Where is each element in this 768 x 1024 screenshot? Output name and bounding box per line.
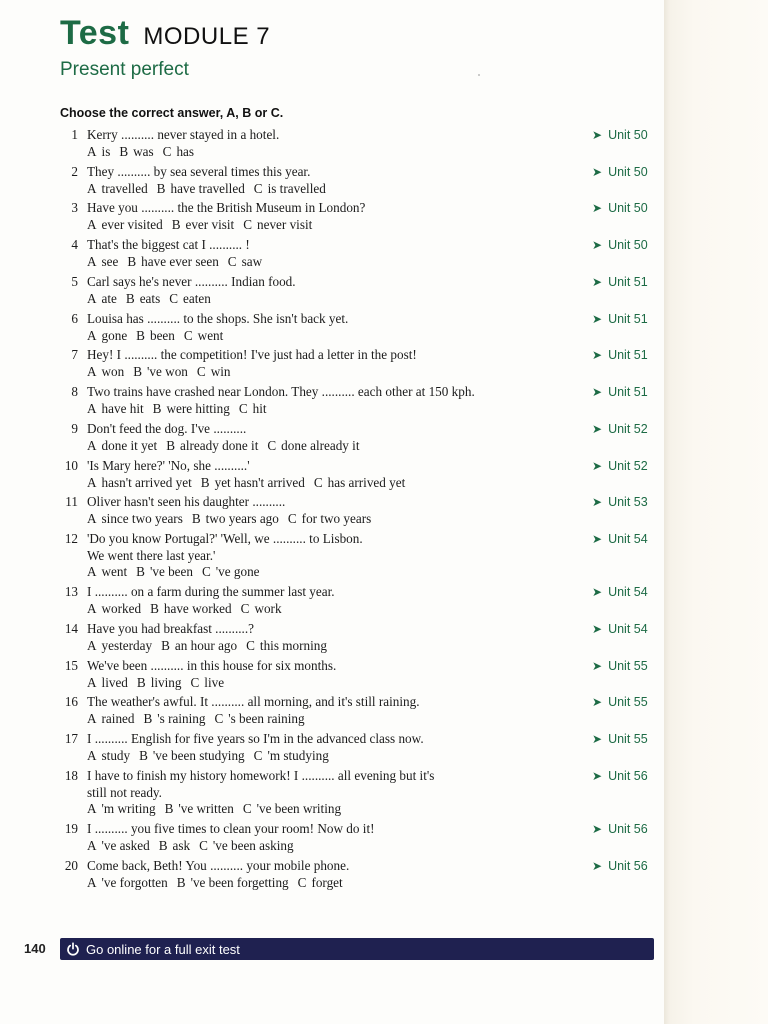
unit-reference xyxy=(592,494,648,511)
option-letter: C xyxy=(267,437,277,453)
option-text: travelled xyxy=(101,180,148,196)
unit-label: Unit 54 xyxy=(608,622,648,636)
question-number: 19 xyxy=(64,821,78,836)
option-letter: B xyxy=(143,710,153,726)
option-text: never visit xyxy=(257,216,313,232)
option-letter: B xyxy=(119,143,129,159)
answer-options xyxy=(87,291,666,308)
question-number: 1 xyxy=(71,127,78,142)
question-number: 2 xyxy=(71,164,78,179)
question-text: Louisa has .......... to the shops. She isn't back yet. xyxy=(87,311,349,326)
question-number: 14 xyxy=(64,621,78,636)
question-item xyxy=(56,311,666,344)
unit-label: Unit 50 xyxy=(608,201,648,215)
answer-options xyxy=(87,801,666,818)
option-letter: B xyxy=(156,180,166,196)
option-text: hasn't arrived yet xyxy=(101,474,192,490)
option-letter: C xyxy=(313,474,323,490)
option-text: done it yet xyxy=(101,437,158,453)
option-letter: B xyxy=(136,327,145,343)
option-text: this morning xyxy=(259,637,327,653)
option-letter: A xyxy=(87,710,97,726)
answer-options xyxy=(87,217,666,234)
option-letter: C xyxy=(190,674,200,690)
question-number: 11 xyxy=(65,494,78,509)
arrow-icon: ➤ xyxy=(592,275,603,289)
option-letter: A xyxy=(87,837,97,853)
option-letter: B xyxy=(125,290,135,306)
option-letter: A xyxy=(87,400,97,416)
unit-label: Unit 53 xyxy=(608,495,648,509)
question-number: 15 xyxy=(64,658,78,673)
option-text: 've won xyxy=(147,363,188,379)
question-text: 'Do you know Portugal?' 'Well, we .......... to Lisbon. We went there last year.' xyxy=(87,531,363,563)
unit-label: Unit 50 xyxy=(608,238,648,252)
option-letter: B xyxy=(171,216,181,232)
unit-reference xyxy=(592,584,648,601)
question-number: 4 xyxy=(71,237,78,252)
question-item xyxy=(56,164,666,197)
option-text: has xyxy=(176,143,195,159)
unit-label: Unit 55 xyxy=(608,659,648,673)
page-subtitle: Present perfect xyxy=(60,59,189,80)
question-text: I .......... English for five years so I'm in the advanced class now. xyxy=(87,731,424,746)
option-text: eats xyxy=(139,290,161,306)
question-number: 8 xyxy=(71,384,78,399)
option-text: is xyxy=(101,143,111,159)
option-letter: B xyxy=(200,474,210,490)
option-text: worked xyxy=(101,600,142,616)
answer-options xyxy=(87,364,666,381)
option-letter: B xyxy=(150,600,159,616)
option-letter: A xyxy=(87,747,97,763)
arrow-icon: ➤ xyxy=(592,769,603,783)
unit-reference xyxy=(592,731,648,748)
question-item xyxy=(56,347,666,380)
unit-reference xyxy=(592,274,648,291)
option-letter: B xyxy=(136,674,146,690)
option-letter: C xyxy=(227,253,237,269)
unit-reference xyxy=(592,421,648,438)
question-text: That's the biggest cat I .......... ! xyxy=(87,237,250,252)
option-letter: C xyxy=(287,510,297,526)
question-item xyxy=(56,200,666,233)
option-letter: A xyxy=(87,600,97,616)
option-text: have travelled xyxy=(170,180,245,196)
unit-label: Unit 52 xyxy=(608,459,648,473)
unit-reference xyxy=(592,621,648,638)
question-item xyxy=(56,621,666,654)
option-text: already done it xyxy=(180,437,259,453)
option-letter: B xyxy=(161,637,170,653)
option-letter: B xyxy=(164,801,174,816)
option-letter: B xyxy=(166,437,175,453)
answer-options xyxy=(87,144,666,161)
option-text: ask xyxy=(172,837,191,853)
unit-reference xyxy=(592,658,648,675)
question-number: 6 xyxy=(71,311,78,326)
option-text: saw xyxy=(241,253,263,269)
question-number: 20 xyxy=(64,858,78,873)
option-letter: B xyxy=(152,400,162,416)
unit-label: Unit 51 xyxy=(608,312,648,326)
unit-reference xyxy=(592,384,648,401)
option-letter: A xyxy=(87,674,97,690)
option-text: has arrived yet xyxy=(327,474,406,490)
option-text: yesterday xyxy=(101,637,153,653)
page-spine-shadow xyxy=(664,0,768,1024)
arrow-icon: ➤ xyxy=(592,659,603,673)
unit-label: Unit 56 xyxy=(608,769,648,783)
option-letter: A xyxy=(87,637,97,653)
arrow-icon: ➤ xyxy=(592,422,603,436)
page-number: 140 xyxy=(24,941,46,956)
print-speck xyxy=(478,74,480,76)
arrow-icon: ➤ xyxy=(592,348,603,362)
question-text: We've been .......... in this house for six months. xyxy=(87,658,337,673)
unit-reference xyxy=(592,858,648,875)
option-text: went xyxy=(101,564,128,579)
unit-label: Unit 55 xyxy=(608,695,648,709)
question-text: Hey! I .......... the competition! I've just had a letter in the post! xyxy=(87,347,417,362)
unit-reference xyxy=(592,347,648,364)
option-text: 's been raining xyxy=(228,710,305,726)
option-text: study xyxy=(101,747,131,763)
option-letter: A xyxy=(87,180,97,196)
option-text: went xyxy=(197,327,224,343)
option-text: 'm studying xyxy=(267,747,329,763)
option-letter: B xyxy=(158,837,168,853)
option-text: rained xyxy=(101,710,135,726)
option-text: 've been forgetting xyxy=(190,874,289,890)
online-test-text: Go online for a full exit test xyxy=(86,941,240,957)
arrow-icon: ➤ xyxy=(592,695,603,709)
arrow-icon: ➤ xyxy=(592,459,603,473)
question-number: 13 xyxy=(64,584,78,599)
unit-reference xyxy=(592,694,648,711)
question-text: Have you had breakfast ..........? xyxy=(87,621,254,636)
arrow-icon: ➤ xyxy=(592,822,603,836)
arrow-icon: ➤ xyxy=(592,495,603,509)
option-letter: C xyxy=(214,710,224,726)
question-item xyxy=(56,127,666,160)
option-letter: C xyxy=(242,801,252,816)
option-letter: C xyxy=(297,874,307,890)
answer-options xyxy=(87,638,666,655)
unit-reference xyxy=(592,531,648,548)
unit-label: Unit 50 xyxy=(608,165,648,179)
question-text: I .......... on a farm during the summer last year. xyxy=(87,584,335,599)
option-text: 've gone xyxy=(215,564,260,579)
option-letter: C xyxy=(169,290,179,306)
option-text: lived xyxy=(101,674,128,690)
arrow-icon: ➤ xyxy=(592,165,603,179)
question-number: 16 xyxy=(64,694,78,709)
option-text: 've been xyxy=(149,564,193,579)
option-letter: A xyxy=(87,874,97,890)
page-header xyxy=(60,14,270,81)
question-text: Carl says he's never .......... Indian food. xyxy=(87,274,296,289)
unit-label: Unit 54 xyxy=(608,585,648,599)
option-text: gone xyxy=(101,327,128,343)
question-item xyxy=(56,274,666,307)
power-icon xyxy=(66,942,80,956)
answer-options xyxy=(87,711,666,728)
option-text: hit xyxy=(252,400,267,416)
option-text: is travelled xyxy=(267,180,326,196)
option-letter: C xyxy=(253,747,263,763)
option-text: since two years xyxy=(101,510,183,526)
unit-reference xyxy=(592,127,648,144)
question-text: 'Is Mary here?' 'No, she ..........' xyxy=(87,458,250,473)
unit-label: Unit 51 xyxy=(608,275,648,289)
option-letter: A xyxy=(87,801,97,816)
option-letter: A xyxy=(87,437,97,453)
question-text: Have you .......... the the British Museum in London? xyxy=(87,200,366,215)
unit-label: Unit 52 xyxy=(608,422,648,436)
question-item xyxy=(56,858,666,891)
option-text: win xyxy=(210,363,231,379)
option-letter: A xyxy=(87,474,97,490)
option-letter: B xyxy=(176,874,186,890)
arrow-icon: ➤ xyxy=(592,585,603,599)
option-text: live xyxy=(204,674,225,690)
option-text: 've forgotten xyxy=(101,874,168,890)
option-letter: B xyxy=(191,510,201,526)
answer-options xyxy=(87,254,666,271)
option-text: ate xyxy=(101,290,117,306)
arrow-icon: ➤ xyxy=(592,622,603,636)
option-letter: A xyxy=(87,253,97,269)
option-letter: C xyxy=(240,600,250,616)
answer-options xyxy=(87,675,666,692)
option-letter: C xyxy=(243,216,252,232)
option-letter: A xyxy=(87,143,97,159)
answer-options xyxy=(87,838,666,855)
arrow-icon: ➤ xyxy=(592,385,603,399)
option-text: eaten xyxy=(183,290,211,306)
arrow-icon: ➤ xyxy=(592,238,603,252)
option-text: was xyxy=(133,143,154,159)
question-text: Two trains have crashed near London. They .......... each other at 150 kph. xyxy=(87,384,475,399)
answer-options xyxy=(87,601,666,618)
answer-options xyxy=(87,475,666,492)
option-text: 've asked xyxy=(101,837,150,853)
option-letter: C xyxy=(246,637,255,653)
answer-options xyxy=(87,328,666,345)
option-text: 've been asking xyxy=(212,837,294,853)
unit-label: Unit 56 xyxy=(608,822,648,836)
question-text: Oliver hasn't seen his daughter .......... xyxy=(87,494,286,509)
question-text: They .......... by sea several times this year. xyxy=(87,164,311,179)
option-letter: C xyxy=(238,400,248,416)
unit-label: Unit 55 xyxy=(608,732,648,746)
answer-options xyxy=(87,511,666,528)
question-text: Don't feed the dog. I've .......... xyxy=(87,421,247,436)
option-letter: C xyxy=(201,564,211,579)
question-text: The weather's awful. It .......... all morning, and it's still raining. xyxy=(87,694,420,709)
option-letter: A xyxy=(87,510,97,526)
title-row xyxy=(60,14,270,53)
unit-reference xyxy=(592,237,648,254)
question-text: Kerry .......... never stayed in a hotel. xyxy=(87,127,280,142)
option-letter: C xyxy=(199,837,208,853)
unit-label: Unit 54 xyxy=(608,532,648,546)
option-text: 've been writing xyxy=(256,801,342,816)
arrow-icon: ➤ xyxy=(592,732,603,746)
option-letter: C xyxy=(162,143,172,159)
question-text: I have to finish my history homework! I .......... all evening but it's still not ready. xyxy=(87,768,435,800)
option-text: living xyxy=(150,674,182,690)
answer-options xyxy=(87,401,666,418)
option-text: two years ago xyxy=(205,510,279,526)
question-item xyxy=(56,821,666,854)
question-item xyxy=(56,731,666,764)
unit-reference xyxy=(592,768,648,785)
option-text: forget xyxy=(311,874,343,890)
option-text: for two years xyxy=(301,510,372,526)
question-text: I .......... you five times to clean your room! Now do it! xyxy=(87,821,375,836)
option-letter: A xyxy=(87,363,97,379)
option-letter: A xyxy=(87,290,97,306)
unit-label: Unit 51 xyxy=(608,385,648,399)
option-letter: C xyxy=(196,363,206,379)
arrow-icon: ➤ xyxy=(592,201,603,215)
question-number: 7 xyxy=(71,347,78,362)
option-text: 've been studying xyxy=(152,747,245,763)
unit-reference xyxy=(592,311,648,328)
question-item xyxy=(56,458,666,491)
option-letter: A xyxy=(87,327,97,343)
question-item xyxy=(56,531,666,581)
option-text: ever visited xyxy=(101,216,163,232)
question-item xyxy=(56,384,666,417)
option-text: have worked xyxy=(163,600,232,616)
question-number: 18 xyxy=(64,768,78,783)
option-text: 've written xyxy=(178,801,234,816)
option-text: done already it xyxy=(281,437,360,453)
question-item xyxy=(56,658,666,691)
question-item xyxy=(56,237,666,270)
unit-reference xyxy=(592,164,648,181)
option-letter: B xyxy=(133,363,143,379)
option-text: won xyxy=(101,363,125,379)
option-letter: B xyxy=(136,564,145,579)
option-text: work xyxy=(254,600,282,616)
question-number: 10 xyxy=(64,458,78,473)
option-letter: B xyxy=(139,747,148,763)
question-item xyxy=(56,584,666,617)
option-letter: B xyxy=(127,253,137,269)
option-text: see xyxy=(101,253,119,269)
option-text: an hour ago xyxy=(174,637,238,653)
option-text: yet hasn't arrived xyxy=(214,474,305,490)
question-number: 12 xyxy=(64,531,78,546)
arrow-icon: ➤ xyxy=(592,128,603,142)
option-letter: A xyxy=(87,564,97,579)
module-title: MODULE 7 xyxy=(143,23,271,50)
question-item xyxy=(56,494,666,527)
arrow-icon: ➤ xyxy=(592,859,603,873)
option-letter: A xyxy=(87,216,97,232)
answer-options xyxy=(87,564,666,581)
arrow-icon: ➤ xyxy=(592,312,603,326)
answer-options xyxy=(87,438,666,455)
question-number: 9 xyxy=(71,421,78,436)
unit-label: Unit 56 xyxy=(608,859,648,873)
question-text: Come back, Beth! You .......... your mobile phone. xyxy=(87,858,350,873)
arrow-icon: ➤ xyxy=(592,532,603,546)
unit-label: Unit 50 xyxy=(608,128,648,142)
option-text: 'm writing xyxy=(101,801,156,816)
option-text: have hit xyxy=(101,400,144,416)
option-text: were hitting xyxy=(166,400,230,416)
online-test-banner[interactable] xyxy=(60,938,654,960)
question-item xyxy=(56,421,666,454)
unit-label: Unit 51 xyxy=(608,348,648,362)
question-number: 5 xyxy=(71,274,78,289)
question-item xyxy=(56,768,666,818)
option-text: been xyxy=(149,327,175,343)
option-text: have ever seen xyxy=(141,253,219,269)
unit-reference xyxy=(592,458,648,475)
answer-options xyxy=(87,181,666,198)
answer-options xyxy=(87,875,666,892)
option-letter: C xyxy=(253,180,263,196)
unit-reference xyxy=(592,821,648,838)
option-letter: C xyxy=(183,327,193,343)
option-text: 's raining xyxy=(157,710,206,726)
question-item xyxy=(56,694,666,727)
question-number: 3 xyxy=(71,200,78,215)
option-text: ever visit xyxy=(185,216,235,232)
question-number: 17 xyxy=(64,731,78,746)
answer-options xyxy=(87,748,666,765)
instruction-text: Choose the correct answer, A, B or C. xyxy=(60,106,284,120)
test-title: Test xyxy=(60,14,130,52)
unit-reference xyxy=(592,200,648,217)
